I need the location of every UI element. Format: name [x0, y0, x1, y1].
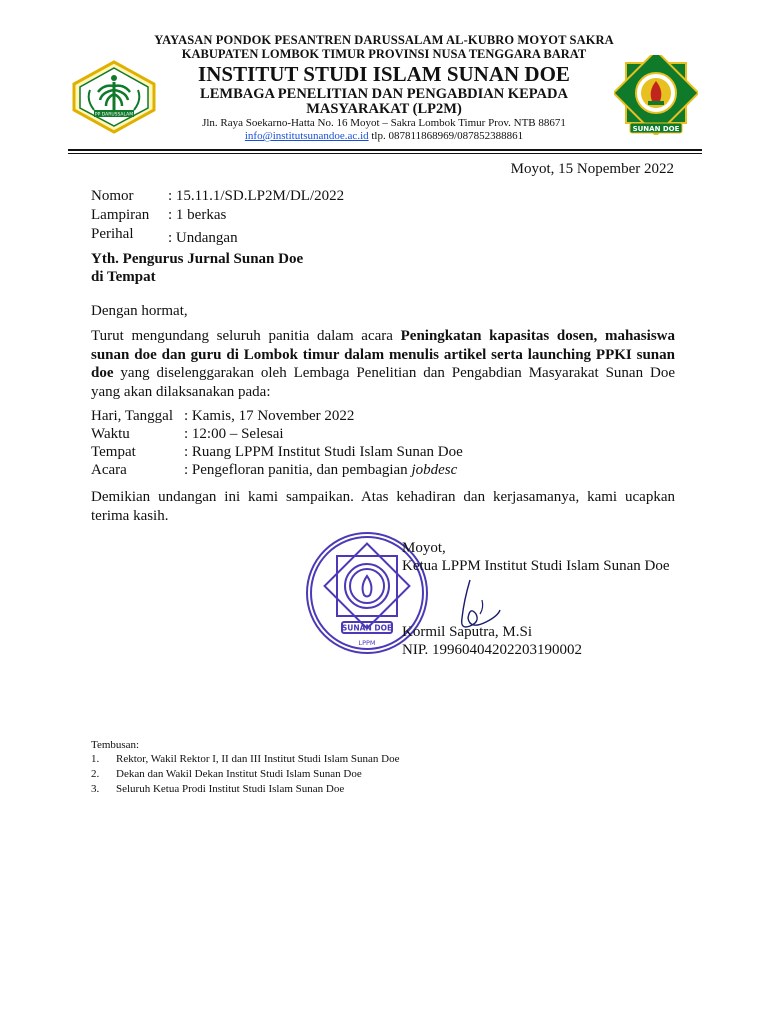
perihal-label: Perihal: [91, 226, 134, 242]
kop-address: Jln. Raya Soekarno-Hatta No. 16 Moyot – Sakra Lombok Timur Prov. NTB 88671: [202, 117, 566, 129]
para-rest: yang diselenggarakan oleh Lembaga Penelitian dan Pengabdian Masyarakat Sunan Doe yang akan dilaksanakan pada:: [91, 365, 675, 400]
detail-label-time: Waktu: [91, 426, 130, 442]
tembusan-item: Dekan dan Wakil Dekan Institut Studi Islam Sunan Doe: [116, 768, 362, 780]
detail-label-date: Hari, Tanggal: [91, 408, 173, 424]
kop-unit-line2: MASYARAKAT (LP2M): [306, 101, 462, 117]
kop-foundation: YAYASAN PONDOK PESANTREN DARUSSALAM AL-KUBRO MOYOT SAKRA: [154, 33, 614, 47]
closing-paragraph: Demikian undangan ini kami sampaikan. Atas kehadiran dan kerjasamanya, kami ucapkan terima kasih.: [91, 489, 675, 524]
detail-value-place: : Ruang LPPM Institut Studi Islam Sunan Doe: [184, 444, 463, 460]
body-paragraph: [91, 327, 675, 401]
header-rule-thin: [68, 153, 702, 154]
detail-value-time: : 12:00 – Selesai: [184, 426, 284, 442]
detail-value-event-italic: jobdesc: [411, 462, 458, 478]
stamp-sub: LPPM: [358, 639, 376, 647]
phone-text: tlp. 087811868969/087852388861: [368, 130, 524, 142]
recipient-line1: Yth. Pengurus Jurnal Sunan Doe: [91, 251, 304, 267]
nomor-value: : 15.11.1/SD.LP2M/DL/2022: [168, 188, 345, 204]
lampiran-value: : 1 berkas: [168, 207, 227, 223]
left-logo-text: PP DARUSSALAM: [94, 112, 134, 118]
detail-value-event: [184, 461, 457, 480]
left-logo-icon: [70, 60, 158, 134]
sign-name: Kormil Saputra, M.Si: [402, 624, 532, 640]
para-intro: Turut mengundang seluruh panitia dalam acara: [91, 328, 401, 344]
tembusan-num: 2.: [91, 768, 100, 780]
detail-value-date: : Kamis, 17 November 2022: [184, 408, 355, 424]
tembusan-item: Rektor, Wakil Rektor I, II dan III Institut Studi Islam Sunan Doe: [116, 753, 400, 765]
stamp-text: SUNAN DOE: [341, 623, 393, 633]
lampiran-label: Lampiran: [91, 207, 150, 223]
kop-unit-line1: LEMBAGA PENELITIAN DAN PENGABDIAN KEPADA: [200, 86, 568, 102]
header-rule-thick: [68, 149, 702, 151]
right-logo-text: SUNAN DOE: [632, 125, 680, 133]
recipient-line2: di Tempat: [91, 269, 156, 285]
detail-label-event: Acara: [91, 462, 127, 478]
greeting: Dengan hormat,: [91, 303, 188, 319]
nomor-label: Nomor: [91, 188, 134, 204]
kop-institution: INSTITUT STUDI ISLAM SUNAN DOE: [198, 62, 570, 86]
tembusan-title: Tembusan:: [91, 739, 140, 751]
sign-position: Ketua LPPM Institut Studi Islam Sunan Doe: [402, 558, 670, 574]
tembusan-num: 1.: [91, 753, 100, 765]
detail-value-event-text: : Pengefloran panitia, dan pembagian: [184, 462, 412, 478]
sign-nip: NIP. 19960404202203190002: [402, 642, 583, 658]
right-logo-icon: [614, 55, 698, 135]
sign-place: Moyot,: [402, 540, 446, 556]
letter-date: Moyot, 15 Nopember 2022: [510, 161, 674, 177]
detail-label-place: Tempat: [91, 444, 136, 460]
tembusan-num: 3.: [91, 783, 100, 795]
event-title: Peningkatan kapasitas dosen, mahasiswa sunan doe dan guru di Lombok timur dalam menulis artikel serta launching PPKI sunan doe: [91, 328, 675, 381]
tembusan-item: Seluruh Ketua Prodi Institut Studi Islam Sunan Doe: [116, 783, 345, 795]
email-link[interactable]: info@institutsunandoe.ac.id: [244, 130, 369, 142]
kop-region: KABUPATEN LOMBOK TIMUR PROVINSI NUSA TENGGARA BARAT: [181, 47, 587, 61]
perihal-value: : Undangan: [168, 230, 238, 246]
